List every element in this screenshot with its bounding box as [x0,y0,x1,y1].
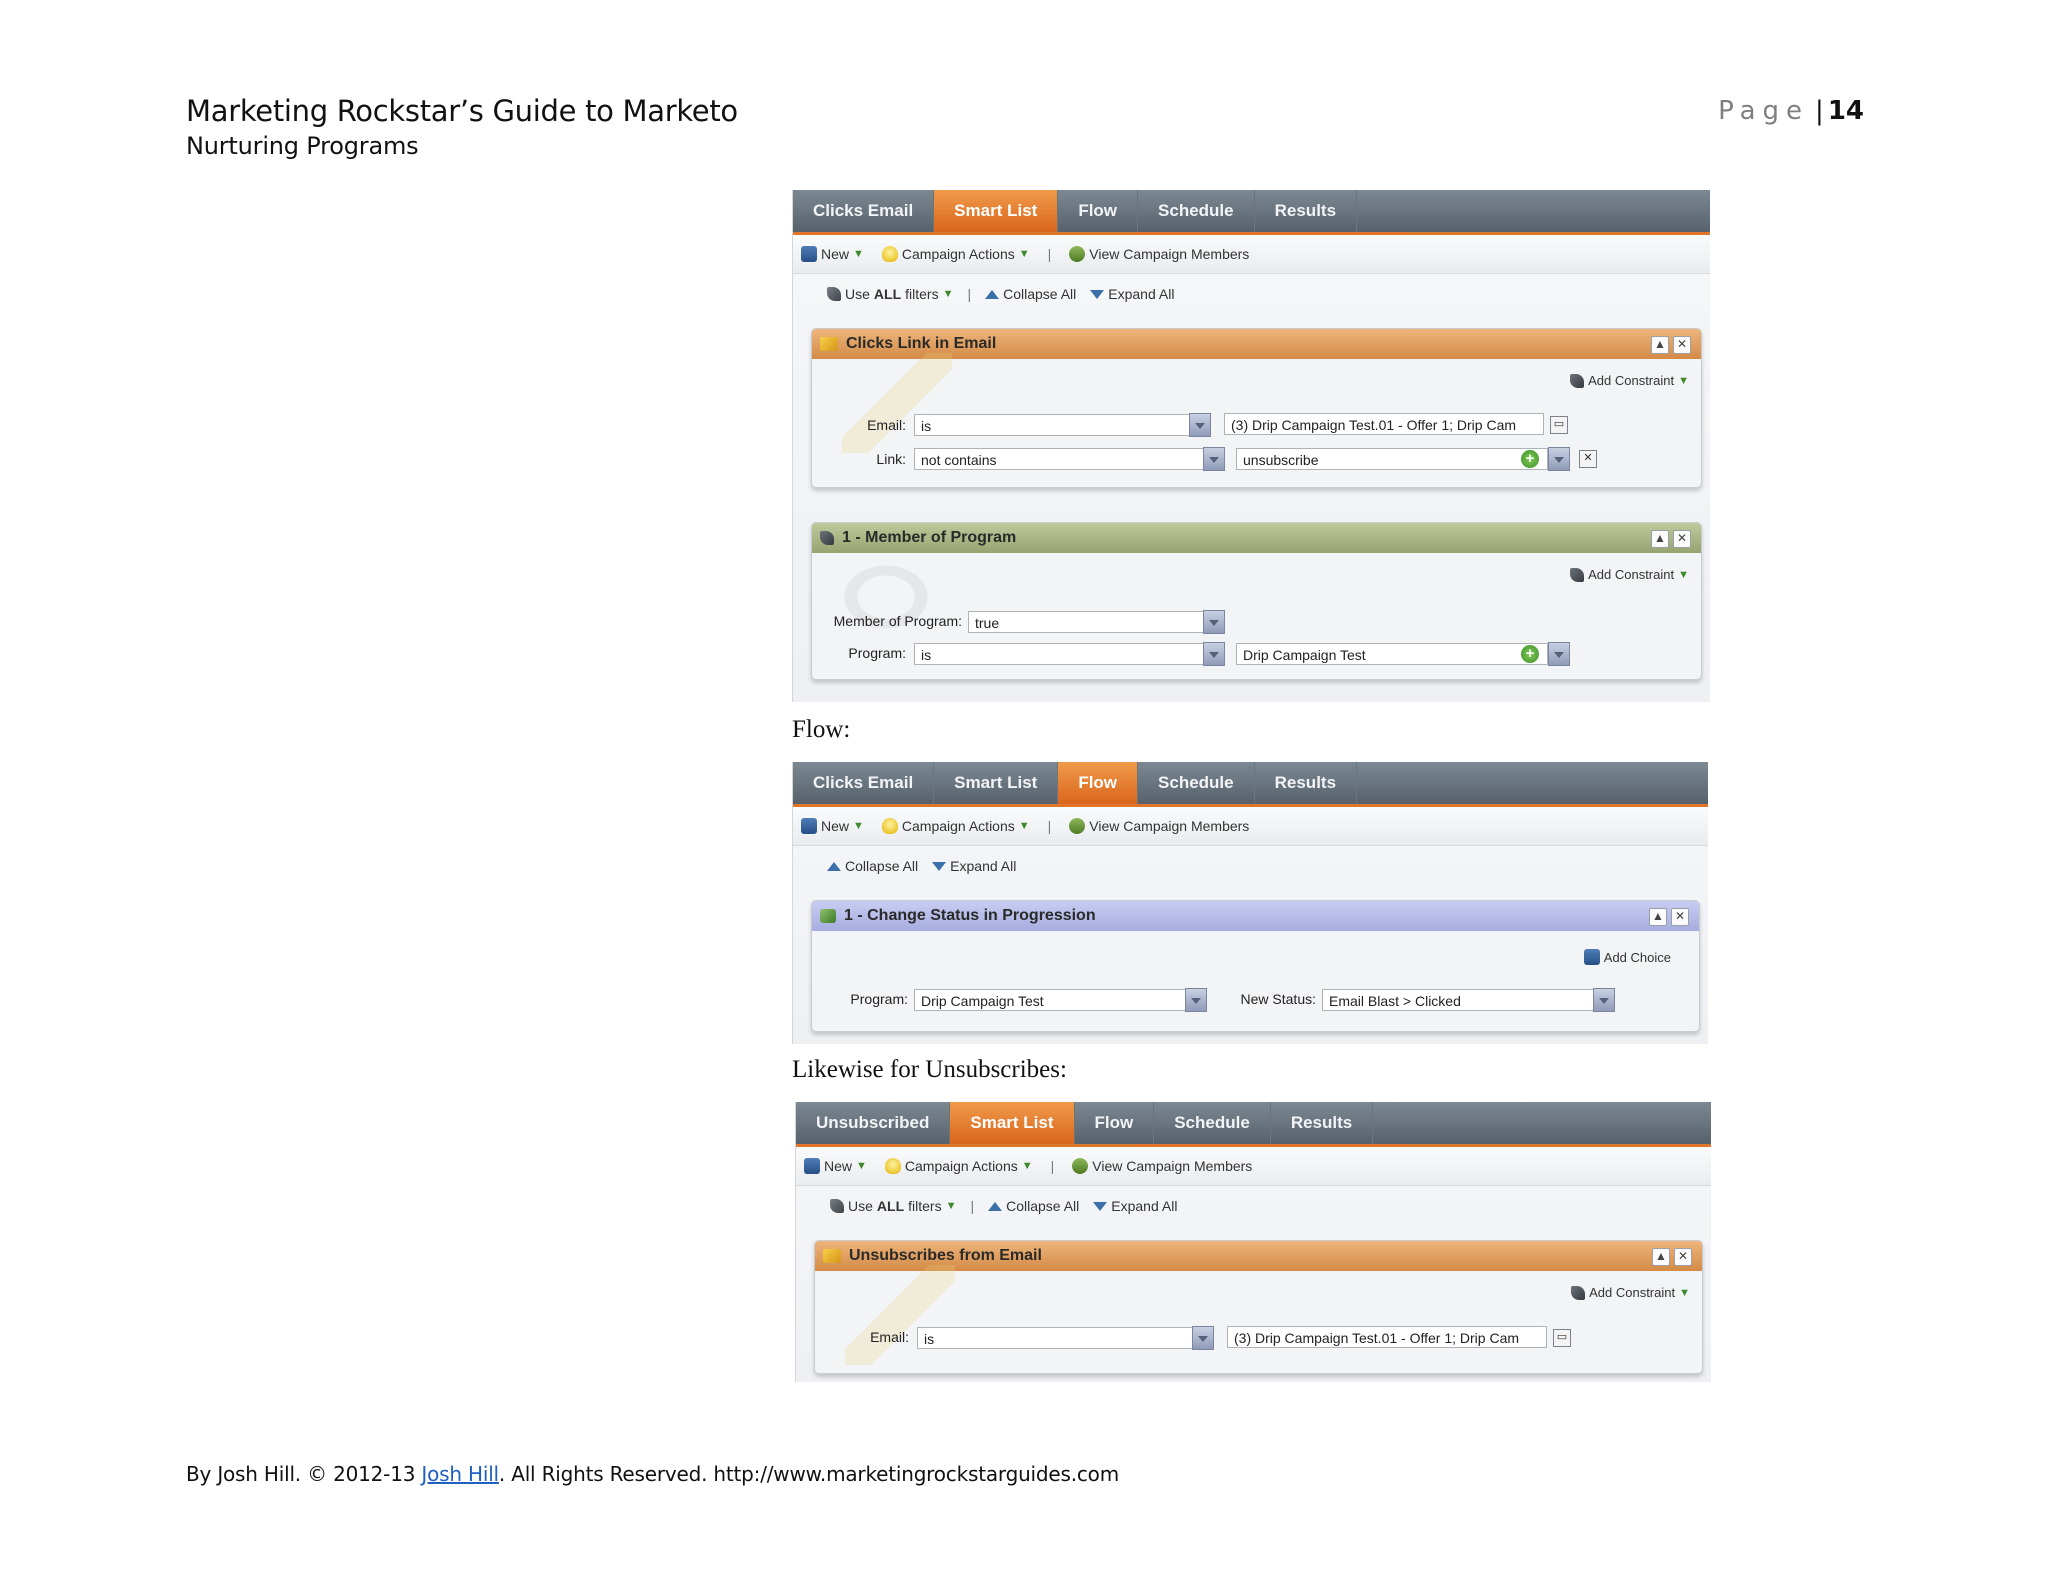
tab-bar [793,190,1710,235]
collapse-step-icon[interactable]: ▲ [1649,908,1667,926]
people-icon [1069,246,1085,262]
add-constraint-label: Add Constraint [1589,1285,1676,1300]
people-icon [1072,1158,1088,1174]
flow-screenshot [792,762,1708,1044]
tab-clicks-email[interactable]: Clicks Email [793,762,934,804]
caret-down-icon: ▼ [1018,820,1030,832]
flow-step-title: 1 - Change Status in Progression [844,907,1096,924]
view-members-button[interactable] [1069,246,1249,262]
tab-smart-list[interactable]: Smart List [950,1102,1074,1144]
expand-arrow-icon [932,862,946,871]
link-value-dropdown-icon[interactable] [1548,447,1570,471]
new-button[interactable] [804,1158,867,1174]
email-operator-select[interactable]: is [917,1327,1193,1349]
tab-flow[interactable]: Flow [1058,762,1138,804]
flow-options-bar [793,846,1708,886]
collapse-all-label: Collapse All [1003,286,1077,302]
author-link[interactable]: Josh Hill [421,1462,499,1486]
program-label: Program: [848,645,906,661]
toolbar [793,235,1710,274]
document-title: Marketing Rockstar’s Guide to Marketo [186,94,738,128]
caret-down-icon: ▼ [853,248,864,260]
filter-clicks-link-in-email [811,328,1702,488]
use-label: Use [845,286,870,302]
collapse-filter-icon[interactable]: ▲ [1651,336,1669,354]
add-value-plus-icon[interactable]: + [1521,450,1539,468]
filter-options-bar [796,1186,1711,1226]
trigger-bolt-icon [823,1249,841,1263]
link-operator-select[interactable]: not contains [914,448,1204,470]
link-value-field[interactable]: unsubscribe [1236,448,1548,470]
view-members-label: View Campaign Members [1089,818,1250,834]
program-value-dropdown-icon[interactable] [1548,642,1570,666]
email-picker-icon[interactable]: ▭ [1553,1329,1571,1347]
program-operator-dropdown-icon[interactable] [1203,642,1225,666]
remove-row-icon[interactable]: ✕ [1579,450,1597,468]
collapse-all-label: Collapse All [1006,1198,1080,1214]
toolbar-divider: | [1047,818,1052,834]
campaign-actions-button[interactable] [885,1158,1033,1174]
add-constraint-button[interactable] [1570,567,1689,582]
unsubscribes-caption: Likewise for Unsubscribes: [792,1056,1067,1083]
tab-results[interactable]: Results [1255,190,1357,232]
view-members-label: View Campaign Members [1089,246,1250,262]
collapse-filter-icon[interactable]: ▲ [1651,530,1669,548]
view-members-button[interactable] [1069,818,1249,834]
lightbulb-icon [885,1158,901,1174]
footer-suffix: . All Rights Reserved. http://www.marketingrockstarguides.com [498,1462,1119,1486]
toolbar [793,807,1708,846]
add-constraint-button[interactable] [1571,1285,1690,1300]
email-operator-dropdown-icon[interactable] [1192,1326,1214,1350]
new-cube-icon [801,246,817,262]
caret-down-icon: ▼ [1678,374,1689,387]
caret-down-icon: ▼ [945,1200,957,1212]
new-label: New [824,1158,853,1174]
email-label: Email: [870,1329,909,1345]
smart-list-screenshot-clicks [792,190,1710,702]
page-label: Page [1718,96,1810,126]
tab-schedule[interactable]: Schedule [1154,1102,1271,1144]
caret-down-icon: ▼ [853,820,864,832]
campaign-actions-label: Campaign Actions [901,818,1015,834]
filter-unsubscribes-from-email [814,1240,1703,1374]
close-filter-icon[interactable]: ✕ [1673,530,1691,548]
people-icon [1069,818,1085,834]
filter-title: Unsubscribes from Email [849,1247,1042,1264]
wrench-icon [1570,374,1584,388]
flow-caption: Flow: [792,716,851,743]
toolbar-divider: | [1050,1158,1055,1174]
program-value-field[interactable]: Drip Campaign Test [1236,643,1548,665]
caret-down-icon: ▼ [1679,1286,1690,1299]
collapse-arrow-icon [827,862,841,871]
expand-arrow-icon [1093,1202,1107,1211]
all-label: ALL [873,286,902,302]
trigger-bolt-icon [820,337,838,351]
toolbar-divider: | [1047,246,1052,262]
page-number-value: 14 [1827,96,1864,126]
program-dropdown-icon[interactable] [1185,988,1207,1012]
new-button[interactable] [801,246,864,262]
tab-flow[interactable]: Flow [1058,190,1138,232]
flow-step-header [812,901,1699,931]
filter-title: 1 - Member of Program [842,529,1017,546]
filter-member-of-program [811,522,1702,680]
wrench-icon [827,287,841,301]
collapse-all-button[interactable] [985,286,1076,302]
smart-list-screenshot-unsubscribed [795,1102,1711,1382]
new-button[interactable] [801,818,864,834]
campaign-actions-button[interactable] [882,246,1030,262]
tab-smart-list[interactable]: Smart List [934,762,1058,804]
tab-flow[interactable]: Flow [1075,1102,1155,1144]
member-of-program-label: Member of Program: [833,613,962,629]
email-picker-icon[interactable]: ▭ [1550,416,1568,434]
subbar-divider: | [967,286,972,302]
close-filter-icon[interactable]: ✕ [1673,336,1691,354]
wrench-icon [830,1199,844,1213]
tab-schedule[interactable]: Schedule [1138,190,1255,232]
tab-unsubscribed[interactable]: Unsubscribed [796,1102,950,1144]
expand-all-button[interactable] [1093,1198,1177,1214]
email-value-field[interactable]: (3) Drip Campaign Test.01 - Offer 1; Drip Cam [1227,1326,1547,1348]
add-choice-icon [1584,949,1600,965]
wrench-icon [1571,1286,1585,1300]
lightbulb-icon [882,246,898,262]
program-select[interactable]: Drip Campaign Test [914,989,1186,1011]
filter-wrench-icon [820,531,834,545]
view-members-label: View Campaign Members [1092,1158,1253,1174]
add-constraint-label: Add Constraint [1588,373,1675,388]
new-cube-icon [804,1158,820,1174]
tab-results[interactable]: Results [1255,762,1357,804]
trigger-watermark-icon [845,1265,955,1365]
page-number [1718,96,1864,126]
use-all-filters-dropdown[interactable] [827,286,953,302]
expand-all-button[interactable] [1090,286,1174,302]
expand-all-label: Expand All [1108,286,1175,302]
use-all-filters-dropdown[interactable] [830,1198,956,1214]
campaign-actions-label: Campaign Actions [901,246,1015,262]
wrench-icon [1570,568,1584,582]
add-value-plus-icon[interactable]: + [1521,645,1539,663]
view-members-button[interactable] [1072,1158,1252,1174]
add-choice-button[interactable] [1584,949,1671,965]
filter-watermark-icon [842,547,952,647]
close-step-icon[interactable]: ✕ [1671,908,1689,926]
caret-down-icon: ▼ [856,1160,867,1172]
email-label: Email: [867,417,906,433]
campaign-actions-label: Campaign Actions [904,1158,1018,1174]
flow-step-change-status [811,900,1700,1032]
new-status-select[interactable]: Email Blast > Clicked [1322,989,1594,1011]
tab-schedule[interactable]: Schedule [1138,762,1255,804]
collapse-all-button[interactable] [988,1198,1079,1214]
expand-all-label: Expand All [1111,1198,1178,1214]
expand-arrow-icon [1090,290,1104,299]
member-dropdown-icon[interactable] [1203,610,1225,634]
email-value-field[interactable]: (3) Drip Campaign Test.01 - Offer 1; Drip Cam [1224,413,1544,435]
link-operator-dropdown-icon[interactable] [1203,447,1225,471]
new-status-dropdown-icon[interactable] [1593,988,1615,1012]
tab-bar [793,762,1708,807]
caret-down-icon: ▼ [942,288,954,300]
new-label: New [821,818,850,834]
new-status-label: New Status: [1240,991,1316,1007]
tab-bar [796,1102,1711,1147]
add-constraint-label: Add Constraint [1588,567,1675,582]
add-constraint-button[interactable] [1570,373,1689,388]
tab-clicks-email[interactable]: Clicks Email [793,190,934,232]
member-of-program-select[interactable]: true [968,611,1204,633]
new-label: New [821,246,850,262]
tab-smart-list[interactable]: Smart List [934,190,1058,232]
toolbar [796,1147,1711,1186]
collapse-arrow-icon [988,1202,1002,1211]
caret-down-icon: ▼ [1021,1160,1033,1172]
use-label: Use [848,1198,873,1214]
collapse-all-label: Collapse All [845,858,919,874]
filter-title: Clicks Link in Email [846,335,997,352]
campaign-actions-button[interactable] [882,818,1030,834]
expand-all-button[interactable] [932,858,1016,874]
link-label: Link: [876,451,906,467]
collapse-filter-icon[interactable]: ▲ [1652,1248,1670,1266]
subbar-divider: | [970,1198,975,1214]
all-label: ALL [876,1198,905,1214]
flow-step-icon [820,909,836,923]
filters-label: filters [908,1198,942,1214]
caret-down-icon: ▼ [1018,248,1030,260]
email-operator-select[interactable]: is [914,414,1190,436]
program-operator-select[interactable]: is [914,643,1204,665]
footer [186,1462,1119,1486]
lightbulb-icon [882,818,898,834]
collapse-all-button[interactable] [827,858,918,874]
footer-prefix: By Josh Hill. © 2012-13 [186,1462,422,1486]
trigger-watermark-icon [842,353,952,453]
caret-down-icon: ▼ [1678,568,1689,581]
program-label: Program: [850,991,908,1007]
collapse-arrow-icon [985,290,999,299]
page-separator: | [1815,96,1824,126]
expand-all-label: Expand All [950,858,1017,874]
filter-options-bar [793,274,1710,314]
filters-label: filters [905,286,939,302]
add-choice-label: Add Choice [1603,949,1671,965]
close-filter-icon[interactable]: ✕ [1674,1248,1692,1266]
document-subtitle: Nurturing Programs [186,132,419,160]
tab-results[interactable]: Results [1271,1102,1373,1144]
new-cube-icon [801,818,817,834]
email-operator-dropdown-icon[interactable] [1189,413,1211,437]
